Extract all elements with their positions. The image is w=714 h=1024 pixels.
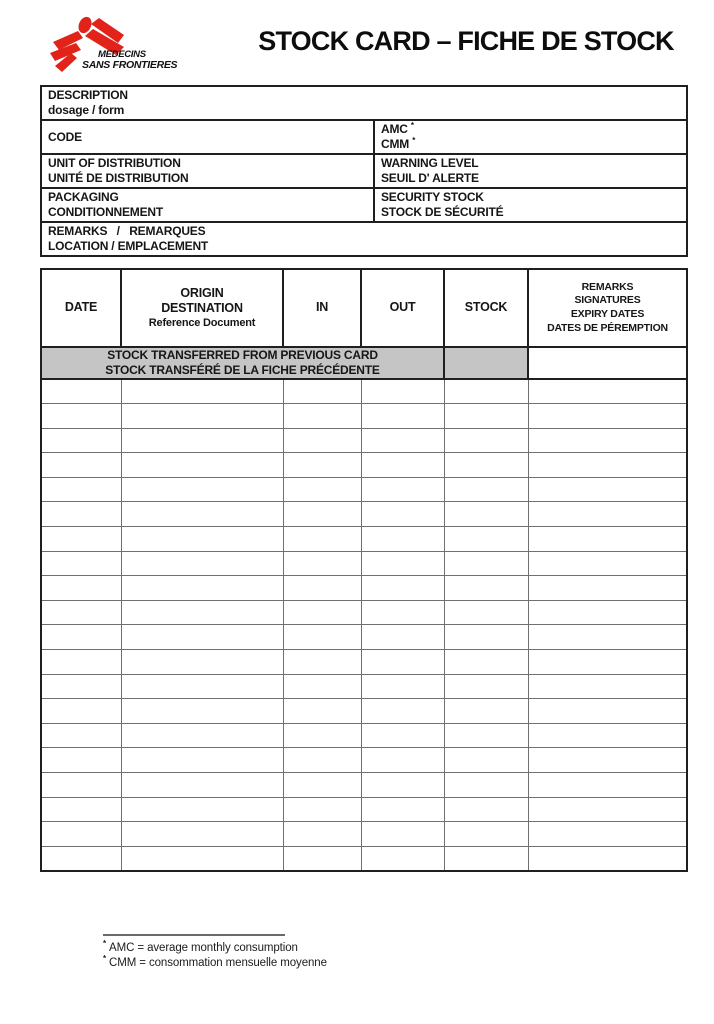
entry-cell [283,699,361,724]
entry-cell [361,773,444,798]
entry-cell [444,551,528,576]
entry-cell [283,674,361,699]
entry-row [41,650,687,675]
entry-cell [528,674,687,699]
entry-cell [121,428,283,453]
entry-cell [121,723,283,748]
entry-cell [41,477,121,502]
entry-cell [41,773,121,798]
entry-cell [283,797,361,822]
transfer-stock-cell [444,347,528,379]
entry-cell [41,502,121,527]
entry-row [41,428,687,453]
code-cell [41,120,374,154]
entry-cell [361,453,444,478]
unit-of-distribution-cell [41,154,374,188]
entry-cell [444,723,528,748]
entry-cell [528,453,687,478]
entry-cell [41,379,121,404]
stock-card-table [40,268,688,872]
entry-cell [41,404,121,429]
entry-cell [121,674,283,699]
entry-cell [283,625,361,650]
entry-cell [41,797,121,822]
logo-text-line1: MEDECINS [98,49,146,60]
entry-cell [528,773,687,798]
entry-cell [528,600,687,625]
entry-cell [121,600,283,625]
entry-row [41,551,687,576]
entry-cell [361,527,444,552]
entry-cell [283,453,361,478]
remarks-location-cell [41,222,687,256]
entry-cell [444,576,528,601]
entry-row [41,379,687,404]
entry-cell [361,600,444,625]
packaging-security-row [41,188,687,222]
entry-cell [444,650,528,675]
entry-row [41,453,687,478]
entry-cell [361,723,444,748]
entry-row [41,773,687,798]
entry-cell [41,846,121,871]
entry-cell [361,551,444,576]
entry-cell [361,797,444,822]
description-row [41,86,687,120]
entry-row [41,846,687,871]
entry-cell [444,748,528,773]
entry-cell [444,600,528,625]
msf-logo [48,10,188,78]
footnote-cmm: * CMM = consommation mensuelle moyenne [103,954,327,969]
entry-cell [283,723,361,748]
entry-cell [361,379,444,404]
info-table [40,85,688,257]
entry-cell [41,600,121,625]
entry-cell [283,379,361,404]
entry-cell [528,527,687,552]
packaging-label-en: PACKAGING [48,190,119,204]
entry-cell [283,846,361,871]
entry-cell [121,748,283,773]
entry-cell [121,404,283,429]
entry-cell [121,576,283,601]
table-body [41,347,687,871]
location-label: LOCATION / EMPLACEMENT [48,239,209,253]
entry-cell [361,428,444,453]
entry-cell [41,428,121,453]
description-label: DESCRIPTION [48,88,128,102]
entry-cell [528,846,687,871]
remarks-location-row [41,222,687,256]
column-header-row [41,269,687,347]
cmm-label: CMM * [381,136,416,151]
footnote-amc: * AMC = average monthly consumption [103,939,298,954]
entry-cell [444,846,528,871]
entry-cell [41,576,121,601]
asterisk-mark: * [103,954,107,964]
entry-cell [41,748,121,773]
description-cell [41,86,687,120]
entry-row [41,723,687,748]
entry-cell [361,846,444,871]
entry-row [41,674,687,699]
transfer-row [41,347,687,379]
entry-cell [121,797,283,822]
entry-cell [283,822,361,847]
code-label: CODE [48,129,82,144]
col-header-origin-destination: ORIGIN DESTINATION Reference Document [121,269,283,347]
transfer-remarks-cell [528,347,687,379]
entry-cell [444,428,528,453]
transfer-label-cell [41,347,444,379]
entry-cell [528,428,687,453]
entry-row [41,576,687,601]
entry-cell [121,773,283,798]
entry-cell [121,822,283,847]
entry-cell [283,650,361,675]
logo-text [82,50,188,71]
entry-cell [121,477,283,502]
entry-cell [121,527,283,552]
entry-cell [528,797,687,822]
entry-cell [361,699,444,724]
col-header-date: DATE [41,269,121,347]
entry-cell [283,502,361,527]
entry-row [41,625,687,650]
entry-row [41,600,687,625]
entry-cell [283,748,361,773]
col-header-in: IN [283,269,361,347]
entry-row [41,748,687,773]
asterisk-mark: * [410,121,414,130]
amc-label: AMC * [381,121,414,136]
entry-cell [528,576,687,601]
entry-cell [41,551,121,576]
entry-cell [41,527,121,552]
entry-cell [283,404,361,429]
page-title: STOCK CARD – FICHE DE STOCK [258,26,674,56]
col-header-remarks: REMARKS SIGNATURES EXPIRY DATES DATES DE PÉREMPTION [528,269,687,347]
entry-cell [41,650,121,675]
entry-cell [41,822,121,847]
entry-cell [528,551,687,576]
packaging-label-fr: CONDITIONNEMENT [48,205,163,219]
entry-cell [528,404,687,429]
entry-cell [444,502,528,527]
entry-cell [41,723,121,748]
entry-cell [528,379,687,404]
transfer-line2: STOCK TRANSFÉRÉ DE LA FICHE PRÉCÉDENTE [105,363,380,377]
entry-cell [444,797,528,822]
warning-label-fr: SEUIL D' ALERTE [381,171,479,185]
entry-cell [121,846,283,871]
entry-cell [41,453,121,478]
entry-cell [361,576,444,601]
security-label-en: SECURITY STOCK [381,190,484,204]
unit-label-en: UNIT OF DISTRIBUTION [48,156,181,170]
logo-text-line2: SANS FRONTIERES [82,58,178,71]
security-label-fr: STOCK DE SÉCURITÉ [381,205,504,219]
entry-cell [361,477,444,502]
asterisk-mark: * [103,939,107,949]
footnotes [103,934,327,971]
entry-cell [41,625,121,650]
entry-cell [121,379,283,404]
entry-cell [528,723,687,748]
entry-cell [121,551,283,576]
entry-cell [361,502,444,527]
entry-cell [444,773,528,798]
col-header-out: OUT [361,269,444,347]
unit-warning-row [41,154,687,188]
code-amc-row [41,120,687,154]
entry-cell [444,477,528,502]
entry-cell [361,822,444,847]
entry-cell [283,773,361,798]
entry-row [41,822,687,847]
entry-row [41,527,687,552]
footnote-separator [103,934,285,936]
entry-cell [444,625,528,650]
entry-cell [283,477,361,502]
entry-cell [528,625,687,650]
warning-label-en: WARNING LEVEL [381,156,479,170]
entry-cell [283,576,361,601]
entry-cell [444,822,528,847]
entry-cell [444,527,528,552]
entry-cell [361,748,444,773]
entry-cell [444,699,528,724]
entry-cell [361,674,444,699]
entry-cell [41,674,121,699]
unit-label-fr: UNITÉ DE DISTRIBUTION [48,171,189,185]
security-stock-cell [374,188,687,222]
entry-cell [121,453,283,478]
entry-cell [121,502,283,527]
entry-cell [444,453,528,478]
col-header-stock: STOCK [444,269,528,347]
entry-cell [283,600,361,625]
entry-row [41,404,687,429]
amc-cmm-cell [374,120,687,154]
entry-cell [121,699,283,724]
entry-cell [528,502,687,527]
asterisk-mark: * [412,136,416,145]
entry-cell [121,650,283,675]
entry-cell [361,625,444,650]
entry-cell [361,404,444,429]
entry-cell [444,379,528,404]
entry-cell [283,428,361,453]
entry-cell [283,527,361,552]
entry-cell [121,625,283,650]
entry-cell [41,699,121,724]
entry-cell [283,551,361,576]
transfer-line1: STOCK TRANSFERRED FROM PREVIOUS CARD [107,348,378,362]
entry-cell [528,650,687,675]
entry-cell [528,822,687,847]
remarks-label: REMARKS / REMARQUES [48,224,206,238]
entry-cell [528,748,687,773]
packaging-cell [41,188,374,222]
entry-cell [444,404,528,429]
description-sublabel: dosage / form [48,103,125,117]
entry-cell [528,699,687,724]
warning-level-cell [374,154,687,188]
entry-row [41,502,687,527]
entry-row [41,797,687,822]
entry-row [41,477,687,502]
entry-cell [528,477,687,502]
entry-cell [361,650,444,675]
entry-row [41,699,687,724]
entry-cell [444,674,528,699]
